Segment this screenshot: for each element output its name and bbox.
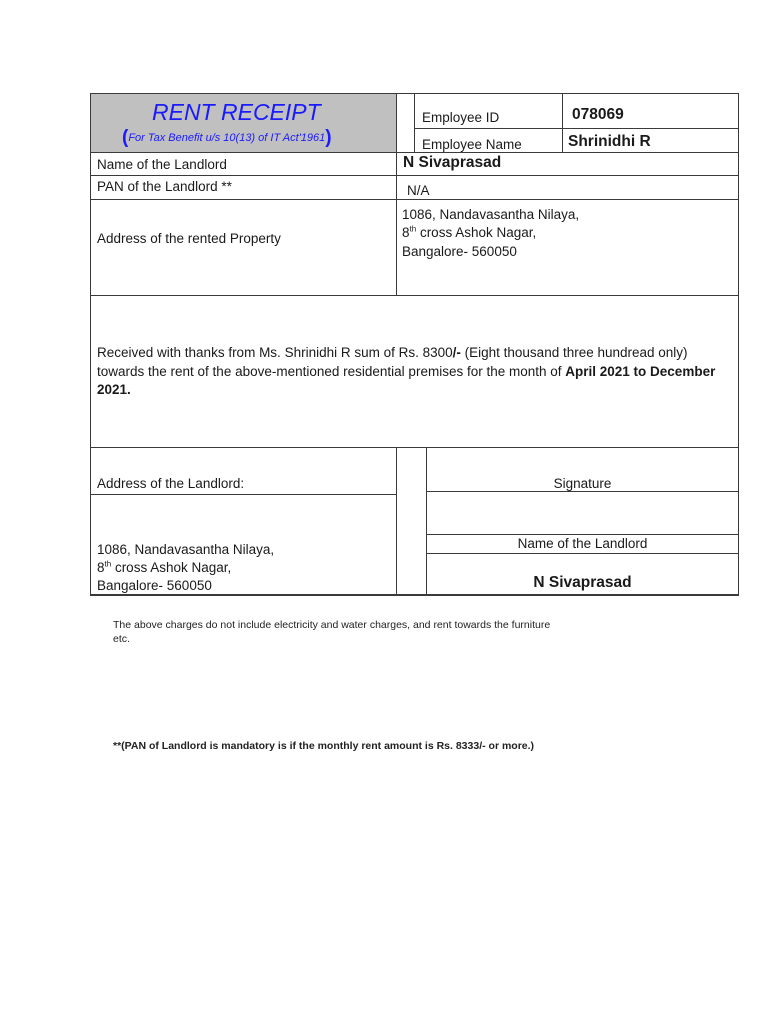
divider	[90, 175, 739, 176]
divider	[396, 93, 397, 153]
receipt-statement	[97, 344, 733, 400]
divider	[426, 553, 739, 554]
divider	[90, 447, 739, 448]
property-address-line1: 1086, Nandavasantha Nilaya,	[402, 207, 580, 222]
landlord-name-label: Name of the Landlord	[97, 157, 227, 172]
property-address-line2	[402, 225, 536, 241]
pan-note: **(PAN of Landlord is mandatory is if the monthly rent amount is Rs. 8333/- or more.)	[113, 740, 535, 752]
employee-id-value: 078069	[572, 106, 624, 123]
landlord-address-line2	[97, 560, 231, 576]
divider	[396, 152, 397, 296]
property-address-label: Address of the rented Property	[97, 231, 281, 246]
pan-label: PAN of the Landlord **	[97, 179, 232, 194]
property-address-line2-sup: th	[409, 224, 417, 234]
employee-name-label: Employee Name	[422, 137, 522, 152]
employee-name-value: Shrinidhi R	[568, 133, 651, 150]
divider	[562, 93, 563, 153]
subtitle-close-paren: )	[325, 127, 332, 148]
charges-note-line1: The above charges do not include electricity and water charges, and rent towards the furniture	[113, 619, 551, 631]
landlord-name-caption: Name of the Landlord	[517, 536, 648, 551]
landlord-address-line2-num: 8	[97, 560, 105, 575]
subtitle-open-paren: (	[122, 127, 129, 148]
divider	[90, 152, 739, 153]
landlord-address-line2-rest: cross Ashok Nagar,	[111, 560, 232, 575]
landlord-name-value: N Sivaprasad	[403, 154, 502, 171]
landlord-address-line2-sup: th	[104, 559, 112, 569]
table-border-bottom	[90, 594, 739, 596]
property-address-line3: Bangalore- 560050	[402, 244, 517, 259]
signature-area	[427, 492, 738, 534]
pan-value: N/A	[407, 183, 430, 198]
landlord-address-line1: 1086, Nandavasantha Nilaya,	[97, 542, 275, 557]
divider	[414, 93, 415, 153]
landlord-address-line3: Bangalore- 560050	[97, 578, 212, 593]
charges-note	[113, 618, 550, 646]
landlord-name-signed: N Sivaprasad	[533, 574, 632, 591]
divider	[90, 295, 739, 296]
table-border-right	[738, 93, 739, 595]
receipt-period: April 2021 to December 2021.	[97, 363, 716, 397]
divider	[426, 534, 739, 535]
receipt-part1: Received with thanks from Ms. Shrinidhi R sum of Rs. 8300	[97, 345, 453, 360]
charges-note-line2: etc.	[113, 633, 130, 645]
receipt-slash: /-	[452, 345, 461, 360]
property-address-line2-rest: cross Ashok Nagar,	[416, 225, 537, 240]
divider	[90, 199, 739, 200]
signature-label: Signature	[553, 476, 612, 491]
table-border-left	[90, 93, 91, 595]
property-address-line2-num: 8	[402, 225, 410, 240]
page-title: RENT RECEIPT	[152, 99, 321, 125]
page-subtitle	[122, 127, 332, 148]
receipt-part2: (Eight thousand three hundread only) towards the rent of the above-mentioned residential premises for the month of	[97, 345, 688, 379]
divider	[396, 447, 397, 595]
landlord-address-label: Address of the Landlord:	[97, 476, 245, 491]
subtitle-text: For Tax Benefit u/s 10(13) of IT Act'1961	[128, 132, 326, 144]
divider	[90, 494, 397, 495]
divider	[414, 128, 739, 129]
employee-id-label: Employee ID	[422, 110, 500, 125]
